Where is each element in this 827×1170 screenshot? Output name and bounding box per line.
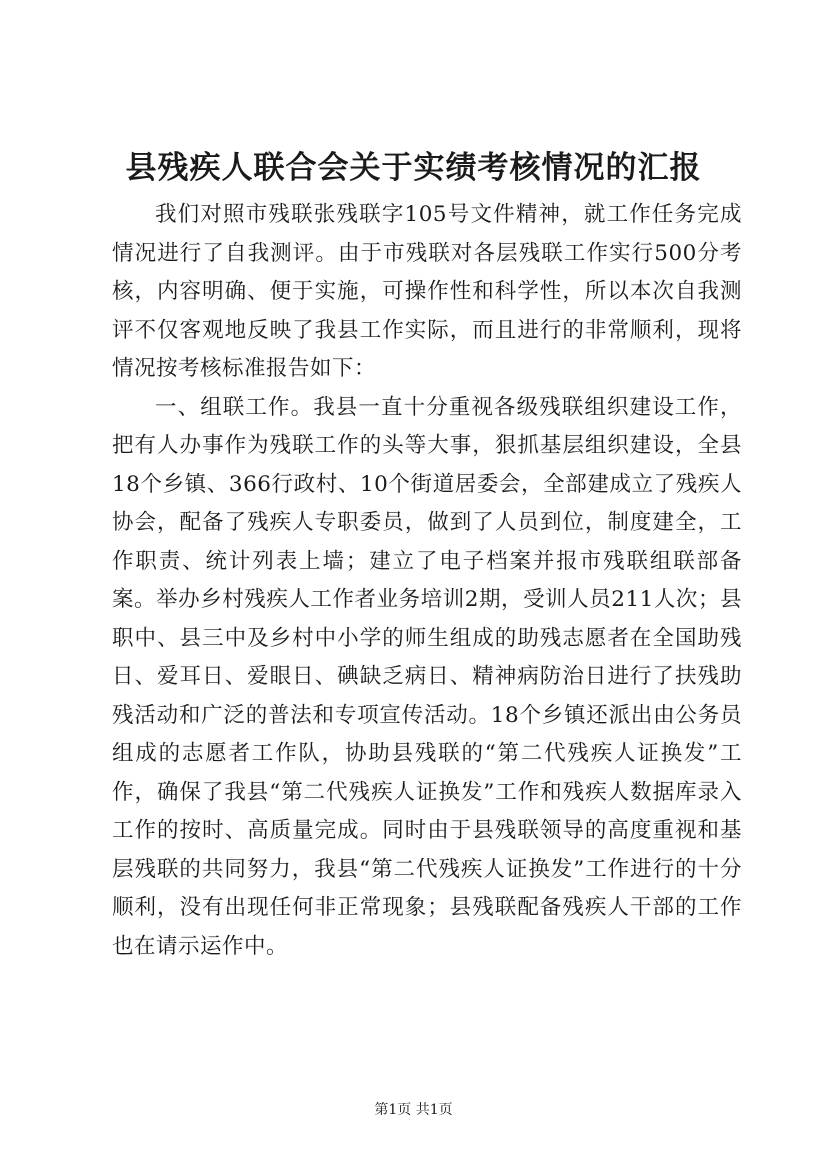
paragraph-intro: 我们对照市残联张残联字105号文件精神，就工作任务完成情况进行了自我测评。由于市残联对各层残联工作实行500分考核，内容明确、便于实施，可操作性和科学性，所以本次自我测评不仅客观地反映了我县工作实际，而且进行的非常顺利，现将情况按考核标准报告如下： — [112, 202, 742, 381]
document-body — [112, 196, 742, 966]
document-title: 县残疾人联合会关于实绩考核情况的汇报 — [125, 150, 702, 186]
page-number: 第1页 共1页 — [374, 1102, 453, 1118]
paragraph-organization-work: 一、组联工作。我县一直十分重视各级残联组织建设工作，把有人办事作为残联工作的头等大事，狠抓基层组织建设，全县18个乡镇、366行政村、10个街道居委会，全部建成立了残疾人协会，配备了残疾人专职委员，做到了人员到位，制度建全，工作职责、统计列表上墙；建立了电子档案并报市残联组联部备案。举办乡村残疾人工作者业务培训2期，受训人员211人次；县职中、县三中及乡村中小学的师生组成的助残志愿者在全国助残日、爱耳日、爱眼日、碘缺乏病日、精神病防治日进行了扶残助残活动和广泛的普法和专项宣传活动。18个乡镇还派出由公务员组成的志愿者工作队，协助县残联的“第二代残疾人证换发”工作，确保了我县“第二代残疾人证换发”工作和残疾人数据库录入工作的按时、高质量完成。同时由于县残联领导的高度重视和基层残联的共同努力，我县“第二代残疾人证换发”工作进行的十分顺利，没有出现任何非正常现象；县残联配备残疾人干部的工作也在请示运作中。 — [112, 394, 742, 959]
